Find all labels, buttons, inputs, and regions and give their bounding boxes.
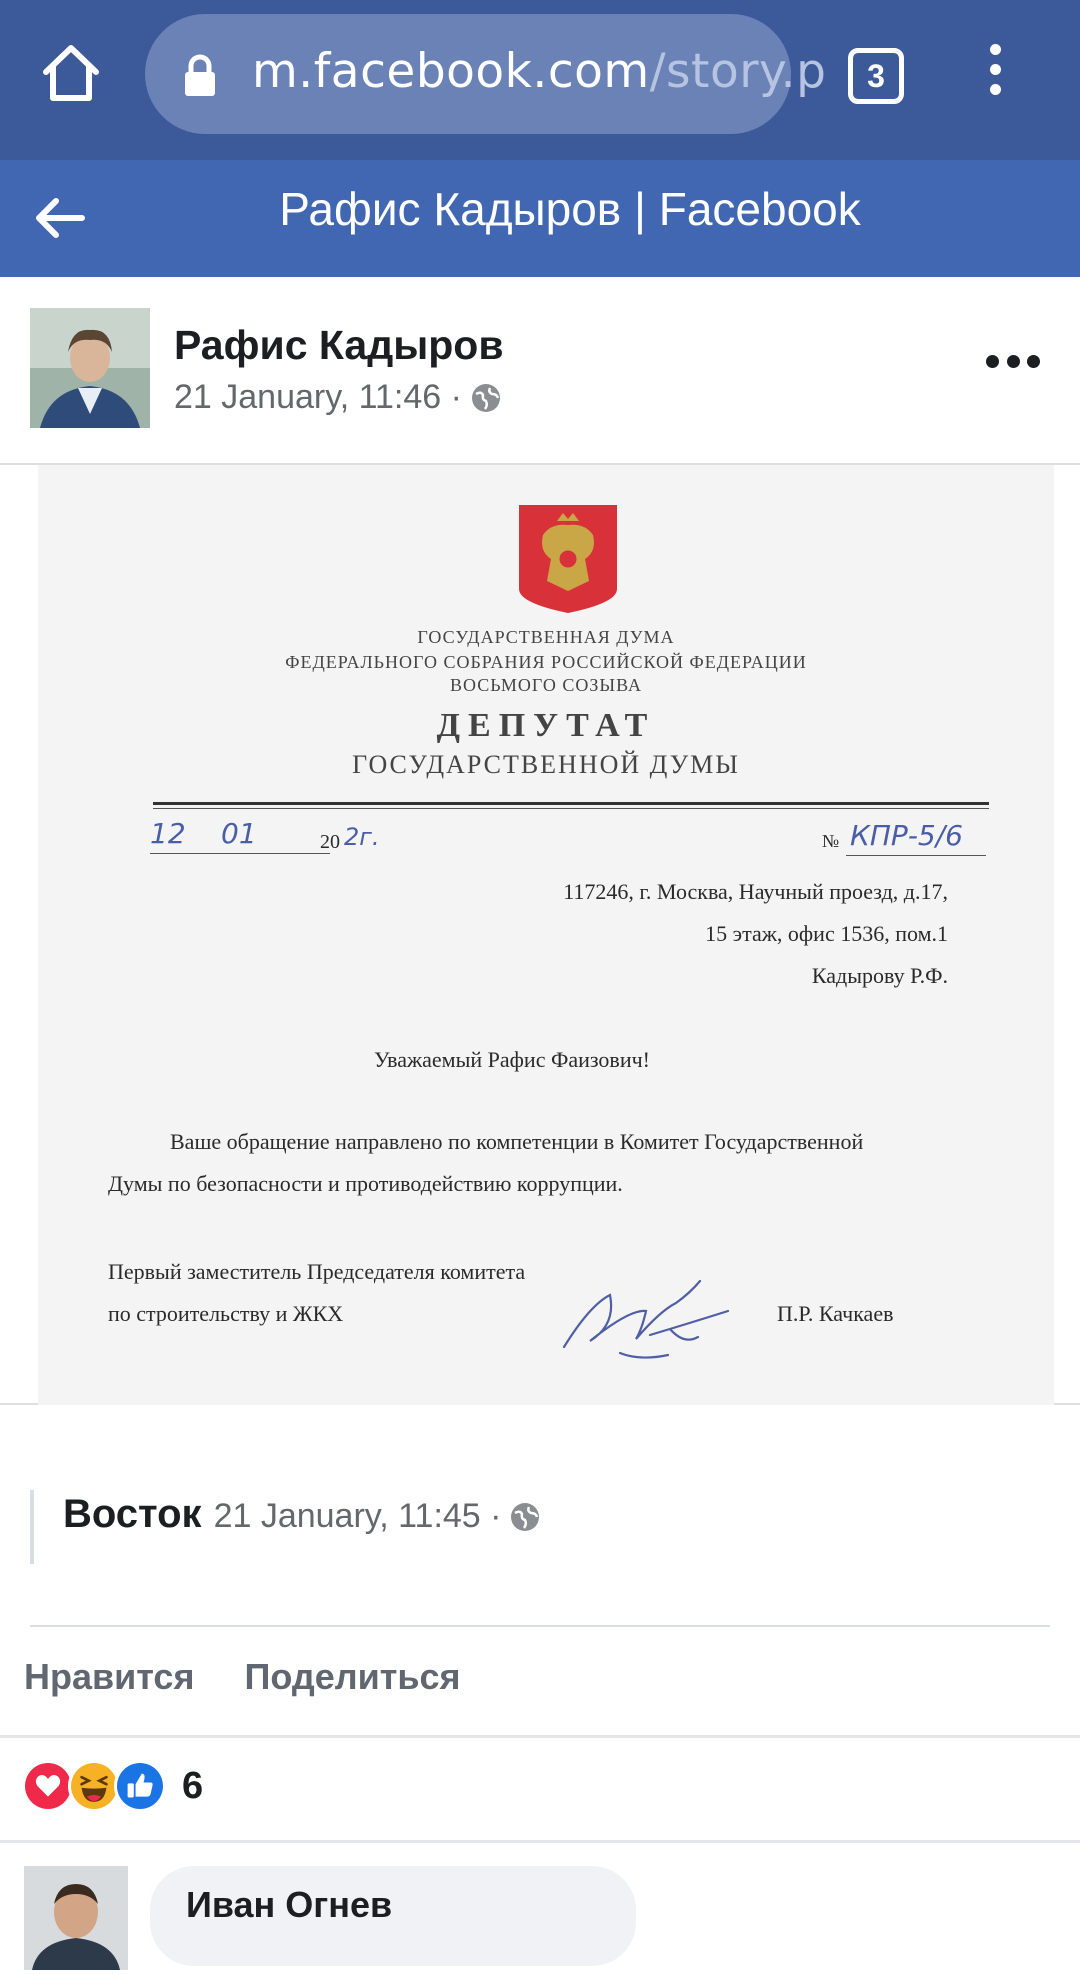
org-line-2: ФЕДЕРАЛЬНОГО СОБРАНИЯ РОССИЙСКОЙ ФЕДЕРАЦИИ [285, 652, 807, 672]
divider [30, 1625, 1050, 1627]
url-path: /story.p [649, 44, 827, 99]
coat-of-arms-icon [517, 503, 619, 615]
lock-icon [183, 54, 217, 96]
shared-post-bar [30, 1490, 34, 1564]
shared-post-header [63, 1492, 541, 1537]
greeting: Уважаемый Рафис Фаизович! [374, 1047, 650, 1072]
shared-author-name[interactable]: Восток [63, 1492, 202, 1536]
date-month: 01 [221, 817, 257, 850]
browser-toolbar [0, 0, 1080, 160]
author-avatar[interactable] [30, 308, 150, 428]
org-line-1: ГОСУДАРСТВЕННАЯ ДУМА [417, 627, 675, 647]
globe-icon [470, 382, 502, 414]
shared-meta [214, 1497, 542, 1536]
home-button[interactable] [38, 40, 104, 106]
commenter-avatar[interactable] [24, 1866, 128, 1970]
header-rule [153, 802, 989, 805]
post-actions [24, 1656, 461, 1698]
divider [0, 1840, 1080, 1843]
recipient: Кадырову Р.Ф. [811, 963, 948, 988]
number-underline [846, 855, 986, 856]
share-button[interactable]: Поделиться [244, 1656, 461, 1697]
post-meta [174, 378, 502, 417]
page-title: Рафис Кадыров | Facebook [279, 183, 861, 235]
post-options-icon[interactable] [986, 352, 1040, 370]
reactions-summary[interactable] [22, 1760, 203, 1812]
love-reaction-icon [22, 1760, 74, 1812]
home-icon [38, 40, 104, 106]
date-day: 12 [150, 817, 186, 850]
divider [0, 1735, 1080, 1738]
like-reaction-icon [114, 1760, 166, 1812]
tab-switcher-button[interactable]: 3 [848, 48, 904, 104]
comment-author-name[interactable]: Иван Огнев [186, 1884, 393, 1925]
address-line-1: 117246, г. Москва, Научный проезд, д.17, [563, 879, 948, 904]
post-photo[interactable] [0, 463, 1080, 1405]
address-bar[interactable] [145, 14, 827, 134]
doc-subtitle: ГОСУДАРСТВЕННОЙ ДУМЫ [352, 750, 740, 779]
address-line-2: 15 этаж, офис 1536, пом.1 [705, 921, 948, 946]
like-button[interactable]: Нравится [24, 1656, 195, 1697]
comment-bubble[interactable] [150, 1866, 636, 1966]
body-line-1: Ваше обращение направлено по компетенции в Комитет Государственной [170, 1129, 864, 1154]
reaction-count: 6 [182, 1764, 204, 1807]
haha-reaction-icon [68, 1760, 120, 1812]
signer-title-1: Первый заместитель Председателя комитета [108, 1259, 526, 1284]
url-text [252, 44, 826, 99]
header-rule-thin [153, 808, 989, 809]
signer-name: П.Р. Качкаев [777, 1301, 894, 1326]
shared-timestamp[interactable]: 21 January, 11:45 · [213, 1497, 502, 1535]
url-domain: m.facebook.com [252, 44, 650, 99]
doc-title: ДЕПУТАТ [436, 707, 656, 744]
globe-icon [509, 1501, 541, 1533]
doc-number: КПР-5/6 [850, 819, 963, 852]
date-year-suffix: 2г. [344, 823, 380, 851]
post-author-name[interactable]: Рафис Кадыров [174, 322, 504, 368]
overflow-menu-icon[interactable] [980, 44, 1010, 104]
doc-number-prefix: № [822, 831, 840, 851]
org-line-3: ВОСЬМОГО СОЗЫВА [450, 675, 642, 695]
body-line-2: Думы по безопасности и противодействию коррупции. [108, 1171, 623, 1196]
post-timestamp[interactable]: 21 January, 11:46 · [174, 378, 462, 416]
scanned-letter [38, 465, 1054, 1405]
date-year-prefix: 20 [320, 831, 340, 853]
signature-icon [550, 1265, 740, 1365]
date-underline [150, 853, 330, 854]
title-bar [0, 160, 1080, 277]
signer-title-2: по строительству и ЖКХ [108, 1301, 344, 1326]
